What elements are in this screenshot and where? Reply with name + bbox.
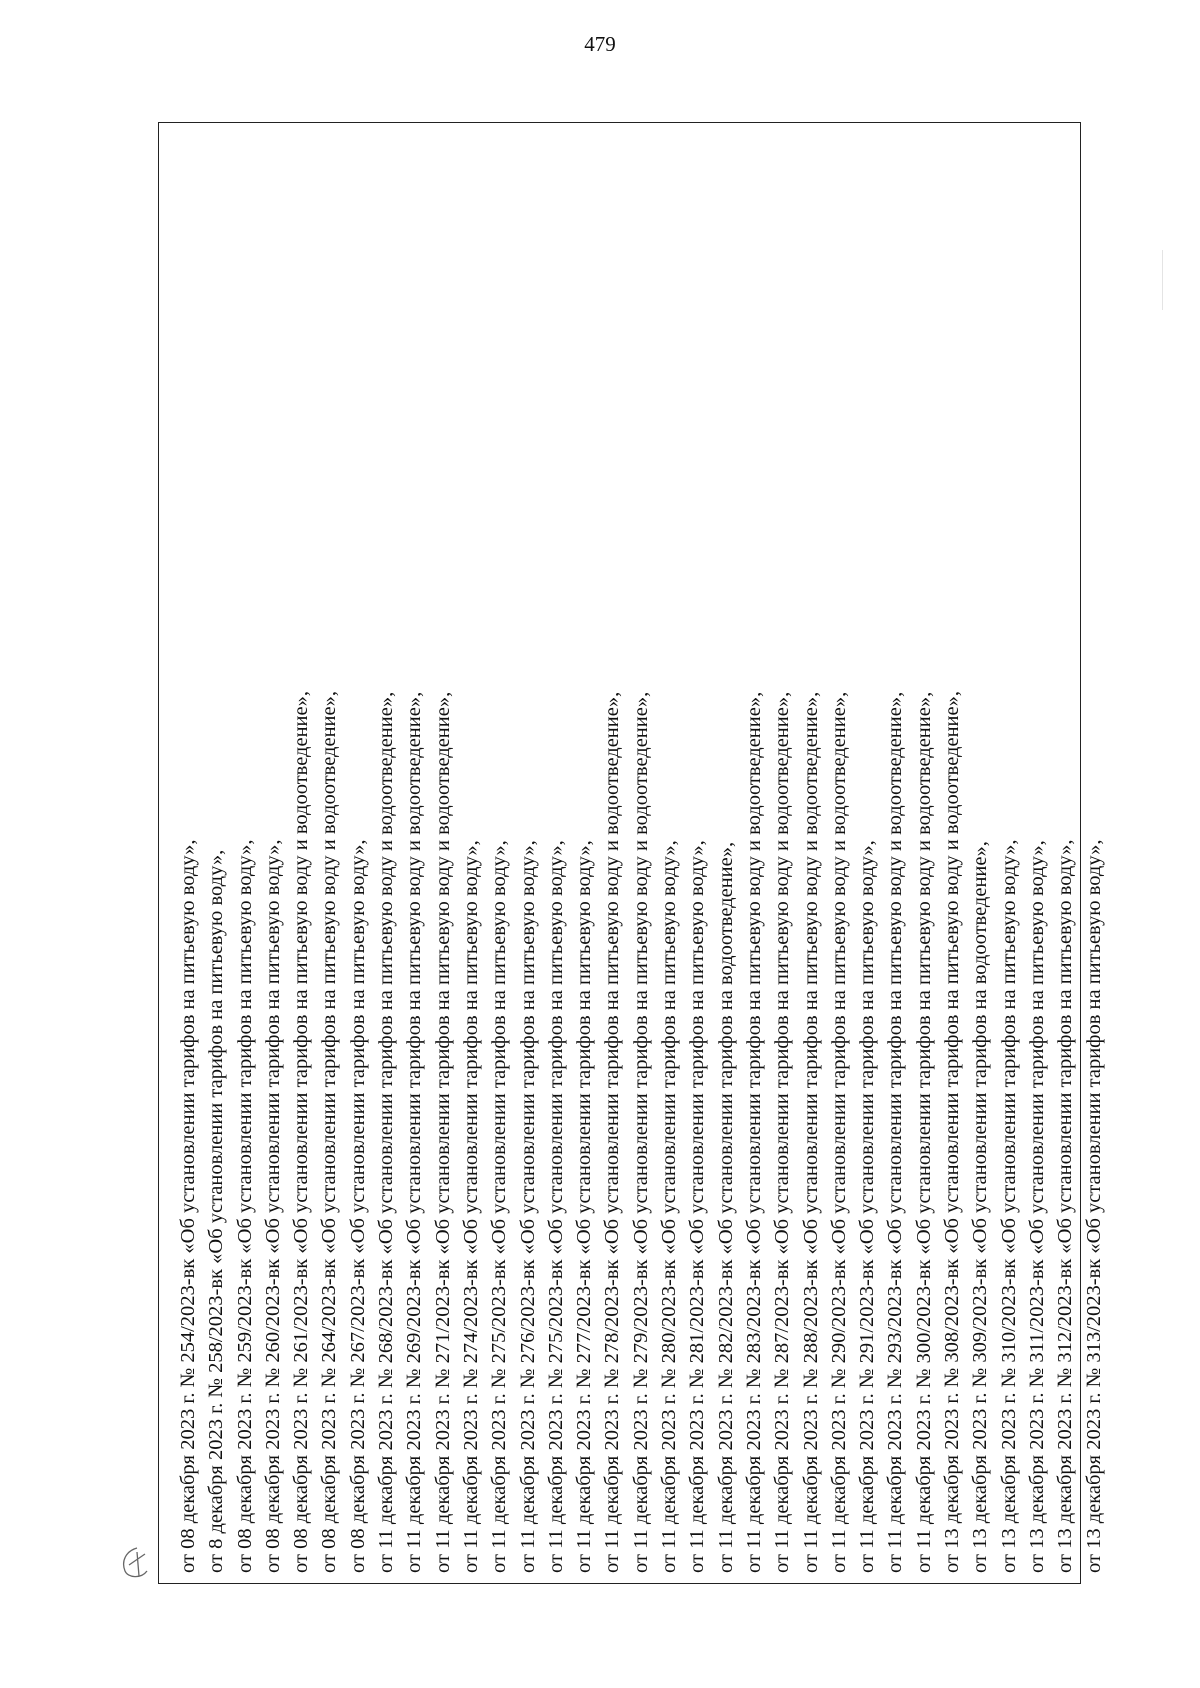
list-item: от 13 декабря 2023 г. № 313/2023-вк «Об установлении тарифов на питьевую воду», [1082, 839, 1105, 1573]
list-item: от 08 декабря 2023 г. № 261/2023-вк «Об установлении тарифов на питьевую воду и водоотведение», [290, 691, 313, 1573]
list-item: от 11 декабря 2023 г. № 281/2023-вк «Об установлении тарифов на питьевую воду», [686, 840, 709, 1573]
list-item: от 11 декабря 2023 г. № 276/2023-вк «Об установлении тарифов на питьевую воду», [516, 840, 539, 1573]
list-item: от 11 декабря 2023 г. № 277/2023-вк «Об установлении тарифов на питьевую воду», [573, 840, 596, 1573]
list-item: от 13 декабря 2023 г. № 309/2023-вк «Об установлении тарифов на водоотведение», [969, 841, 992, 1573]
list-item: от 13 декабря 2023 г. № 311/2023-вк «Об установлении тарифов на питьевую воду», [1025, 840, 1048, 1573]
handwritten-mark-icon [117, 1545, 153, 1581]
list-item: от 08 декабря 2023 г. № 254/2023-вк «Об установлении тарифов на питьевую воду», [177, 839, 199, 1573]
list-item: от 11 декабря 2023 г. № 275/2023-вк «Об установлении тарифов на питьевую воду», [488, 840, 511, 1573]
list-item: от 11 декабря 2023 г. № 279/2023-вк «Об установлении тарифов на питьевую воду и водоотведение», [629, 691, 652, 1573]
list-item: от 11 декабря 2023 г. № 271/2023-вк «Об установлении тарифов на питьевую воду и водоотведение», [431, 691, 454, 1573]
list-item: от 11 декабря 2023 г. № 278/2023-вк «Об установлении тарифов на питьевую воду и водоотведение», [601, 691, 624, 1573]
list-item: от 11 декабря 2023 г. № 268/2023-вк «Об установлении тарифов на питьевую воду и водоотведение», [375, 691, 398, 1573]
list-item: от 13 декабря 2023 г. № 308/2023-вк «Об установлении тарифов на питьевую воду и водоотведение», [941, 691, 964, 1573]
list-item: от 13 декабря 2023 г. № 312/2023-вк «Об установлении тарифов на питьевую воду», [1054, 839, 1077, 1573]
list-item: от 11 декабря 2023 г. № 280/2023-вк «Об установлении тарифов на питьевую воду», [658, 840, 681, 1573]
document-frame [158, 122, 1105, 1584]
list-item: от 11 декабря 2023 г. № 293/2023-вк «Об установлении тарифов на питьевую воду и водоотведение», [884, 691, 907, 1573]
list-item: от 08 декабря 2023 г. № 267/2023-вк «Об установлении тарифов на питьевую воду», [346, 839, 369, 1573]
list-item: от 11 декабря 2023 г. № 290/2023-вк «Об установлении тарифов на питьевую воду и водоотведение», [827, 691, 850, 1573]
list-item: от 11 декабря 2023 г. № 287/2023-вк «Об установлении тарифов на питьевую воду и водоотведение», [771, 691, 794, 1573]
list-item: от 13 декабря 2023 г. № 310/2023-вк «Об установлении тарифов на питьевую воду», [997, 839, 1020, 1573]
list-item: от 11 декабря 2023 г. № 282/2023-вк «Об установлении тарифов на водоотведение», [714, 841, 737, 1573]
list-item: от 08 декабря 2023 г. № 259/2023-вк «Об установлении тарифов на питьевую воду», [233, 839, 256, 1573]
list-item: от 11 декабря 2023 г. № 291/2023-вк «Об установлении тарифов на питьевую воду», [856, 840, 879, 1573]
list-item: от 11 декабря 2023 г. № 283/2023-вк «Об установлении тарифов на питьевую воду и водоотведение», [742, 691, 765, 1573]
list-item: от 8 декабря 2023 г. № 258/2023-вк «Об установлении тарифов на питьевую воду», [205, 849, 228, 1573]
list-item: от 11 декабря 2023 г. № 275/2023-вк «Об установлении тарифов на питьевую воду», [544, 840, 567, 1573]
list-item: от 08 декабря 2023 г. № 264/2023-вк «Об установлении тарифов на питьевую воду и водоотведение», [318, 691, 341, 1573]
list-item: от 08 декабря 2023 г. № 260/2023-вк «Об установлении тарифов на питьевую воду», [261, 839, 284, 1573]
list-item: от 11 декабря 2023 г. № 269/2023-вк «Об установлении тарифов на питьевую воду и водоотведение», [403, 691, 426, 1573]
list-item: от 11 декабря 2023 г. № 288/2023-вк «Об установлении тарифов на питьевую воду и водоотведение», [799, 691, 822, 1573]
scan-artifact [1162, 250, 1163, 310]
list-item: от 11 декабря 2023 г. № 274/2023-вк «Об установлении тарифов на питьевую воду», [459, 840, 482, 1573]
page-number: 479 [584, 32, 616, 56]
resolution-list [174, 133, 1105, 1573]
list-item: от 11 декабря 2023 г. № 300/2023-вк «Об установлении тарифов на питьевую воду и водоотведение», [912, 691, 935, 1573]
